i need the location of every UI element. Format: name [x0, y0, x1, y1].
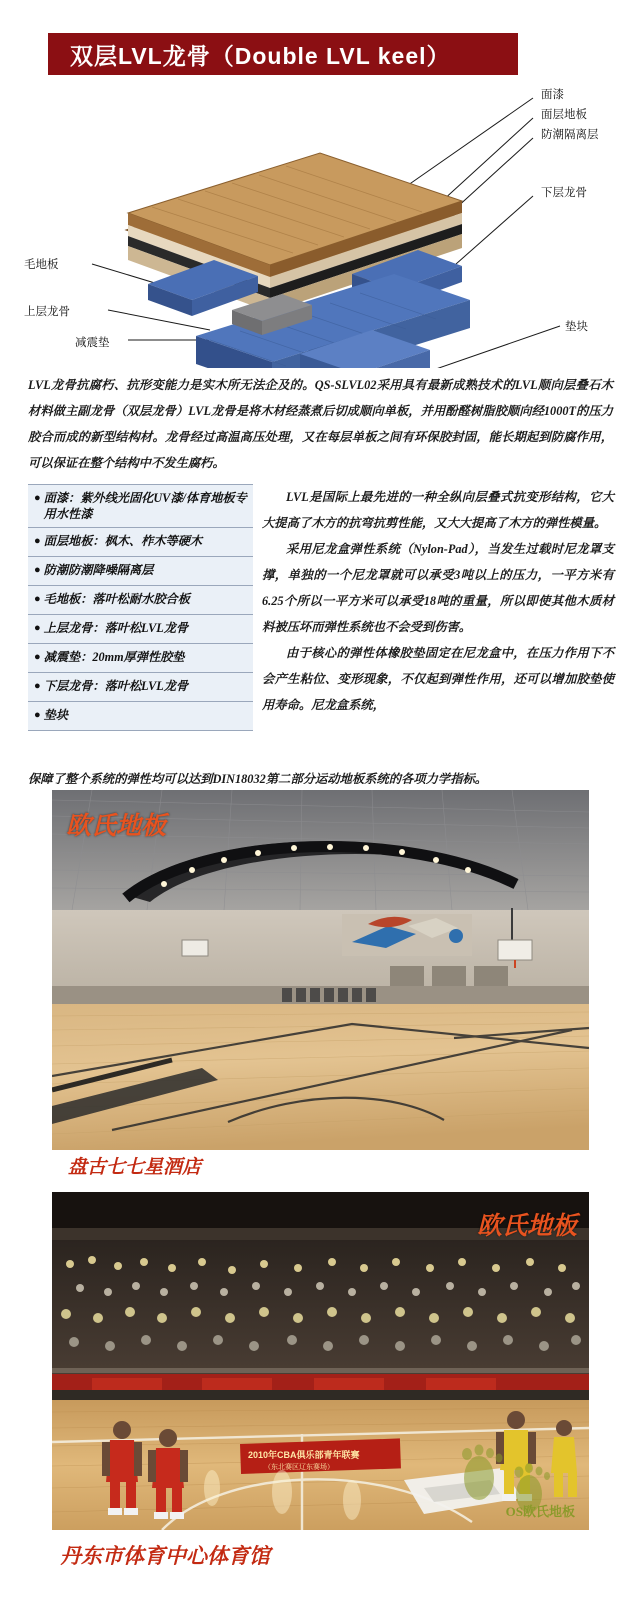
diagram-label-pad-block: 垫块 — [565, 321, 588, 333]
list-item-label: 防潮防潮降噪隔离层 — [43, 563, 154, 577]
bullet-icon: ● — [34, 535, 41, 547]
diagram-label-surface-paint: 面漆 — [541, 89, 564, 101]
watermark-brand: 欧氏地板 — [476, 1213, 577, 1240]
floor-banner-text: 2010年CBA俱乐部青年联赛 — [248, 1450, 360, 1460]
list-item — [28, 615, 253, 644]
bullet-icon: ● — [34, 709, 41, 721]
diagram-label-upper-keel: 上层龙骨 — [24, 306, 70, 318]
diagram-label-lower-keel: 下层龙骨 — [541, 187, 587, 199]
diagram-label-damping-pad: 减震垫 — [75, 337, 110, 349]
gym-interior-photo — [52, 790, 589, 1150]
diagram-label-rough-board: 毛地板 — [24, 259, 59, 271]
logo-text: OS欧氏地板 — [505, 1504, 575, 1519]
bullet-icon: ● — [34, 680, 41, 692]
structure-diagram — [0, 78, 641, 368]
photo-caption-1: 盘古七七星酒店 — [68, 1157, 202, 1178]
description-column — [262, 484, 614, 718]
bullet-icon: ● — [34, 622, 41, 634]
specification-list — [28, 484, 253, 731]
diagram-label-surface-board: 面层地板 — [541, 109, 587, 121]
watermark-brand: 欧氏地板 — [66, 813, 167, 840]
list-item — [28, 485, 253, 528]
intro-paragraph: LVL龙骨抗腐朽、抗形变能力是实木所无法企及的。QS-SLVL02采用具有最新成熟技术的LVL顺向层叠石木材料做主副龙骨（双层龙骨）LVL龙骨是将木材经蒸煮后切成顺向单板，并用酚醛树脂胶顺向经1000T的压力胶合而成的新型结构材。龙骨经过高温高压处理，又在每层单板之间有环保胶封固，能长期起到防腐作用，可以保证在整个结构中不发生腐朽。 — [28, 378, 613, 470]
bullet-icon: ● — [34, 492, 41, 504]
list-item-label: 上层龙骨：落叶松LVL龙骨 — [43, 621, 189, 635]
photo-caption-2: 丹东市体育中心体育馆 — [60, 1544, 270, 1568]
list-item-label: 垫块 — [43, 708, 69, 722]
list-item — [28, 644, 253, 673]
list-item — [28, 586, 253, 615]
diagram-label-moisture-layer: 防潮隔离层 — [541, 129, 599, 141]
paragraph-2: 采用尼龙盒弹性系统（Nylon-Pad），当发生过载时尼龙罩支撑，单独的一个尼龙罩就可以承受3吨以上的压力，一平方米有6.25个所以一平方米可以承受18吨的重量，所以即使其他木质材料被压坏而弹性系统也不会受到伤害。 — [262, 542, 614, 634]
clipped-text-line: 保障了整个系统的弹性均可以达到DIN18032第二部分运动地板系统的各项力学指标。 — [28, 772, 488, 784]
intro-paragraph-block — [28, 372, 613, 476]
page-title: 双层LVL龙骨（Double LVL keel） — [70, 42, 451, 69]
title-banner — [48, 33, 518, 75]
paragraph-3: 由于核心的弹性体橡胶垫固定在尼龙盒中，在压力作用下不会产生粘位、变形现象，不仅起到弹性作用，还可以增加胶垫使用寿命。尼龙盒系统， — [262, 646, 614, 712]
bullet-icon: ● — [34, 564, 41, 576]
bullet-icon: ● — [34, 593, 41, 605]
list-item — [28, 557, 253, 586]
list-item-label: 面层地板：枫木、柞木等硬木 — [43, 534, 203, 548]
paragraph-1: LVL是国际上最先进的一种全纵向层叠式抗变形结构，它大大提高了木方的抗弯抗剪性能，又大大提高了木方的弹性模量。 — [262, 490, 614, 530]
list-item — [28, 528, 253, 557]
list-item — [28, 673, 253, 702]
bullet-icon: ● — [34, 651, 41, 663]
list-item — [28, 702, 253, 731]
basketball-game-photo — [52, 1192, 589, 1530]
list-item-label: 面漆：紫外线光固化UV漆/体育地板专用水性漆 — [43, 491, 247, 521]
list-item-label: 下层龙骨：落叶松LVL龙骨 — [43, 679, 189, 693]
floor-banner-subtext: （东北赛区辽东赛场） — [264, 1464, 334, 1471]
gym-interior-illustration — [52, 790, 589, 1150]
list-item-label: 减震垫：20mm厚弹性胶垫 — [43, 650, 185, 664]
list-item-label: 毛地板：落叶松耐水胶合板 — [43, 592, 190, 606]
